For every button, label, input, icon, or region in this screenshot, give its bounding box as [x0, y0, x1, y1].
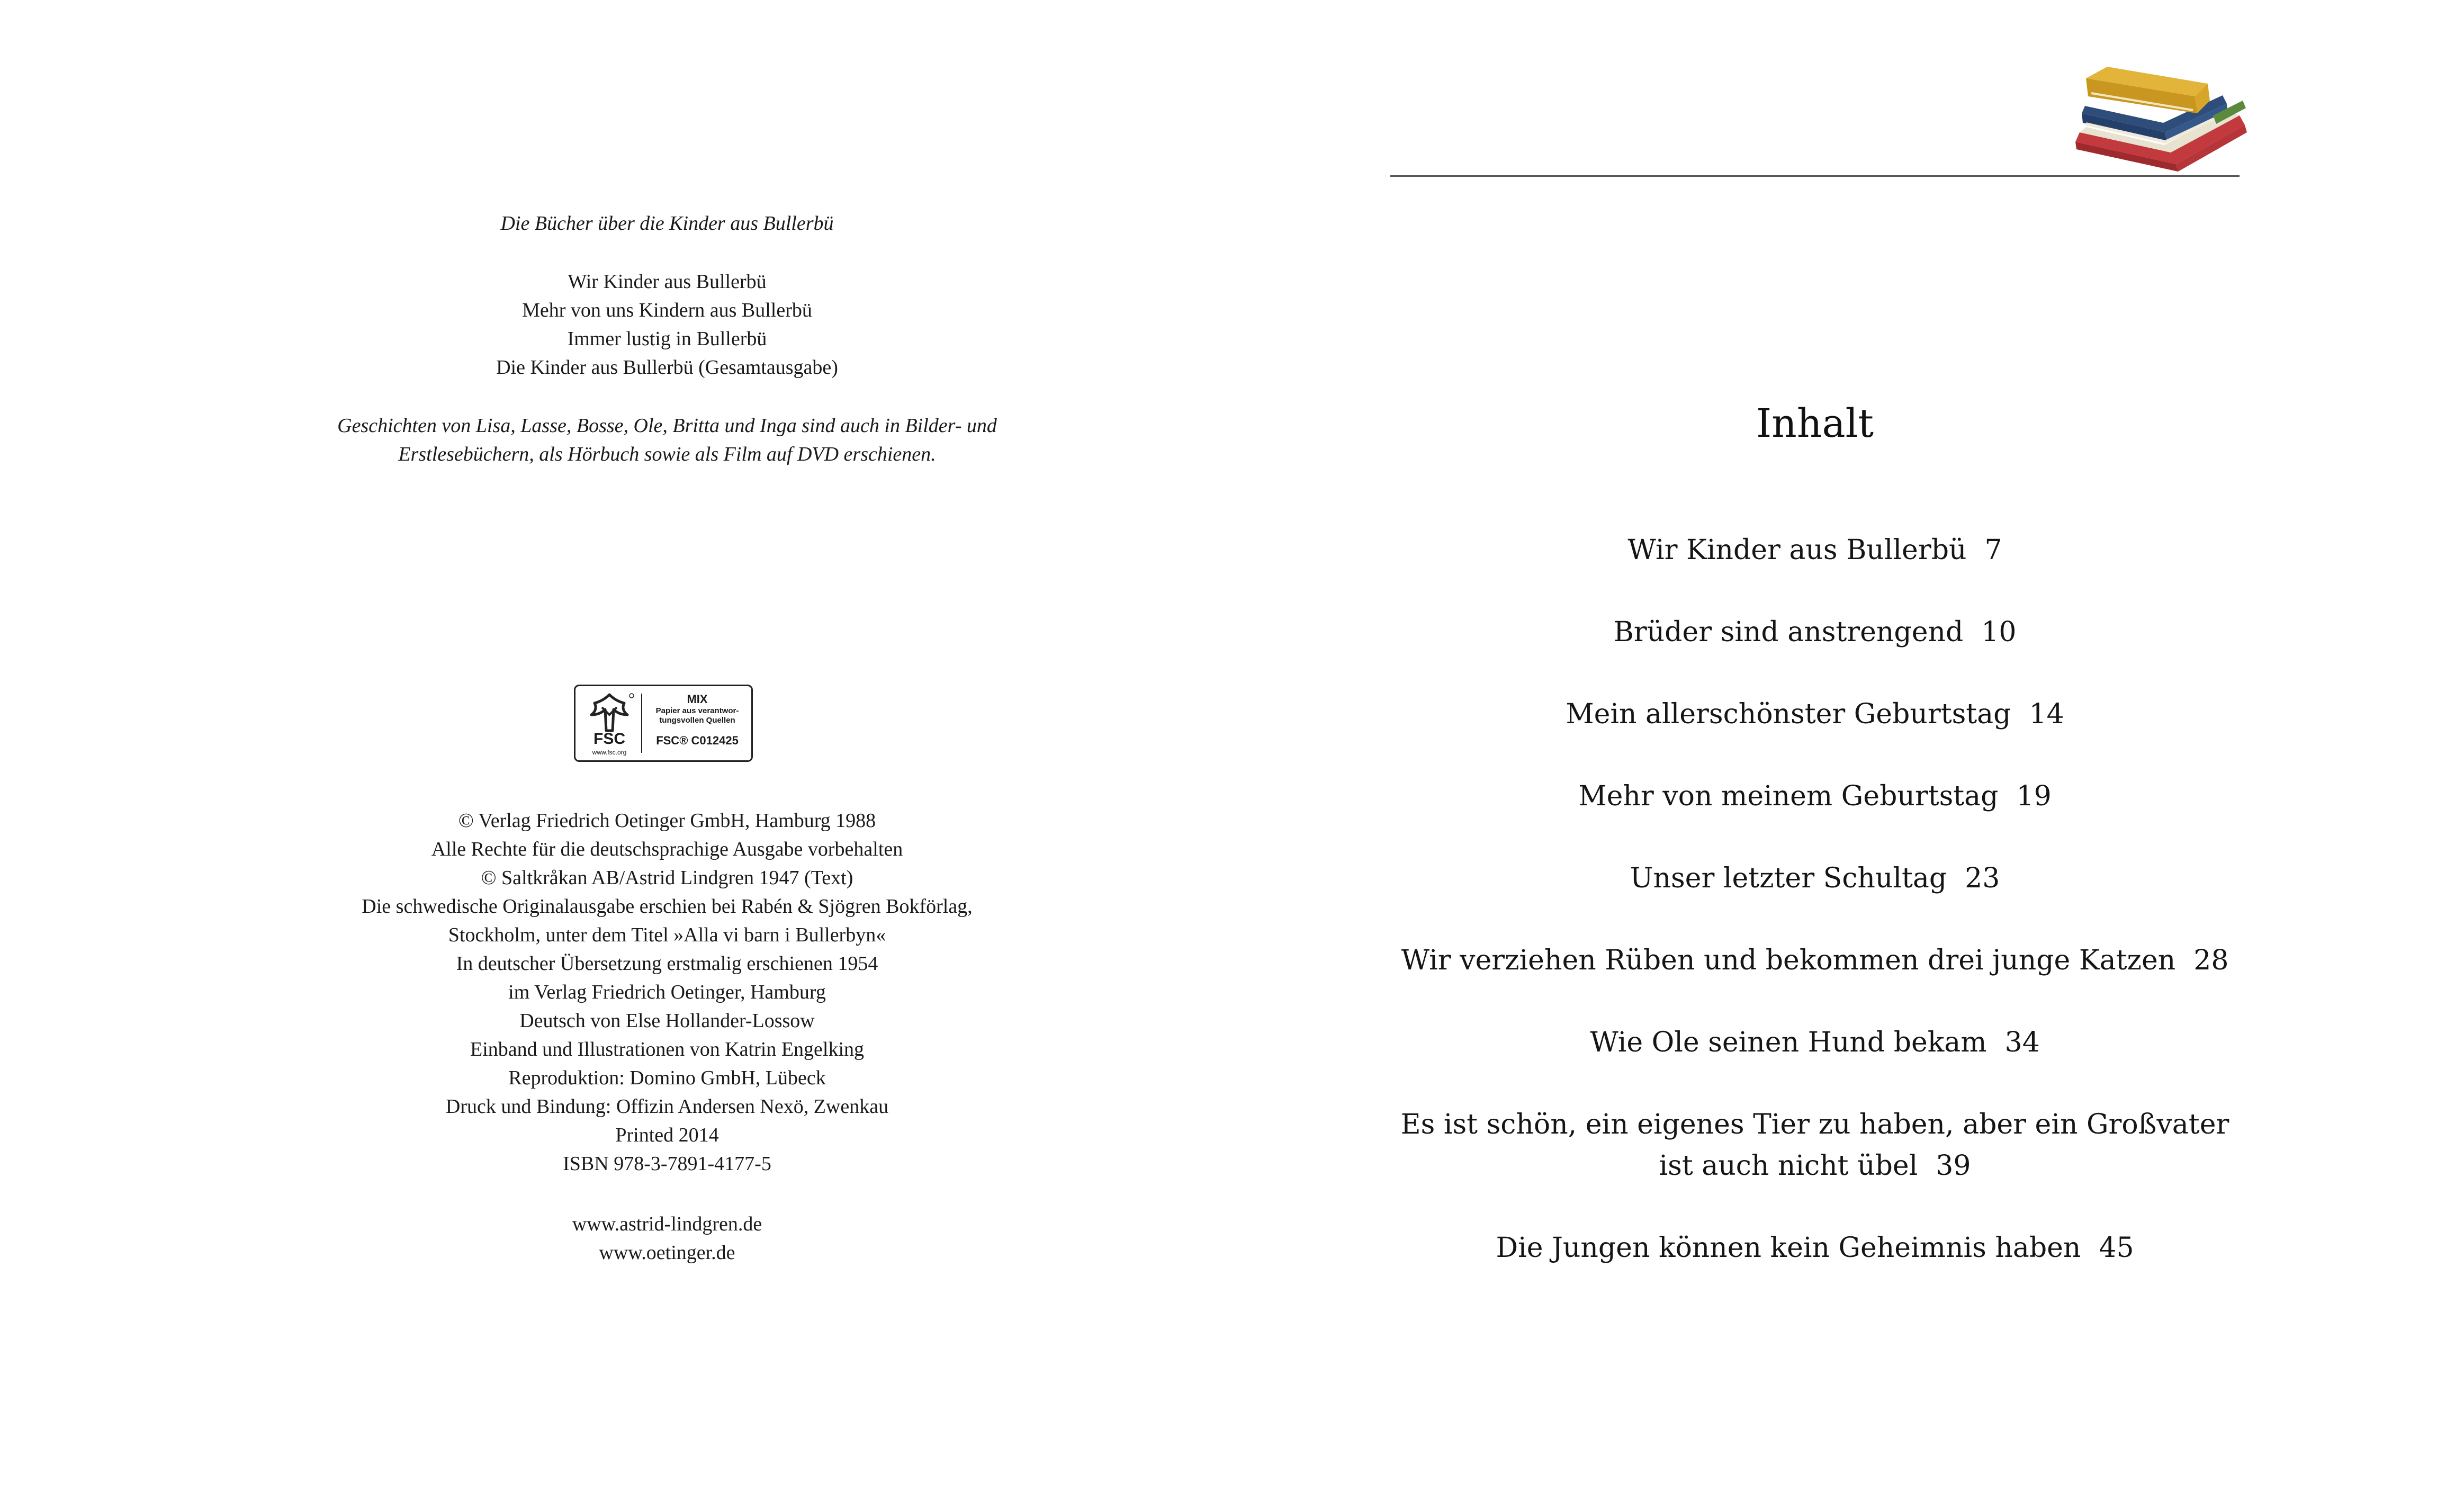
book-title: Wir Kinder aus Bullerbü	[568, 271, 767, 293]
fsc-mix: MIX	[687, 693, 708, 706]
books-list	[201, 267, 1133, 382]
credit-line: im Verlag Friedrich Oetinger, Hamburg	[508, 981, 826, 1003]
right-page	[1292, 0, 2464, 1501]
media-note	[201, 411, 1133, 469]
header-rule	[1390, 175, 2240, 177]
toc-entry-title: Wir verziehen Rüben und bekommen drei junge Katzen	[1401, 945, 2176, 976]
credit-line: Reproduktion: Domino GmbH, Lübeck	[508, 1067, 826, 1089]
toc-entry-title: Es ist schön, ein eigenes Tier zu haben, aber ein Großvater	[1400, 1109, 2229, 1140]
credit-line: Printed 2014	[615, 1124, 719, 1146]
toc-page-number: 45	[2099, 1232, 2134, 1264]
toc-entry[interactable]	[1390, 529, 2240, 571]
toc-entry[interactable]	[1390, 858, 2240, 899]
fsc-website: www.fsc.org	[592, 749, 627, 756]
book-title: Immer lustig in Bullerbü	[567, 328, 767, 350]
credit-line: Die schwedische Originalausgabe erschien bei Rabén & Sjögren Bokförlag,	[362, 895, 973, 918]
toc-entry-title-cont: ist auch nicht übel	[1659, 1150, 1918, 1182]
toc-page-number: 10	[1981, 616, 2017, 648]
toc-page-number: 19	[2016, 780, 2052, 812]
credit-line: Druck und Bindung: Offizin Andersen Nexö, Zwenkau	[445, 1095, 889, 1118]
book-title: Die Kinder aus Bullerbü (Gesamtausgabe)	[496, 356, 838, 379]
toc-entry-title: Wie Ole seinen Hund bekam	[1590, 1027, 1987, 1058]
toc-page-number: 23	[1965, 862, 2000, 894]
toc-page-number: 39	[1936, 1150, 1971, 1182]
fsc-logo-text: FSC	[593, 730, 625, 748]
toc-entry-title: Unser letzter Schultag	[1630, 862, 1947, 894]
toc-entry[interactable]	[1390, 1227, 2240, 1269]
toc-entry-title: Die Jungen können kein Geheimnis haben	[1496, 1232, 2081, 1264]
credit-line: Alle Rechte für die deutschsprachige Ausgabe vorbehalten	[431, 838, 903, 860]
toc-page-number: 28	[2193, 945, 2229, 976]
fsc-line1: Papier aus verantwor-	[655, 706, 739, 715]
fsc-divider	[641, 694, 642, 753]
imprint-credits	[201, 806, 1133, 1178]
website-link[interactable]: www.oetinger.de	[599, 1242, 735, 1264]
note-line: Geschichten von Lisa, Lasse, Bosse, Ole, Britta und Inga sind auch in Bilder- und	[337, 415, 997, 437]
fsc-text-block	[645, 693, 749, 748]
toc-entry[interactable]	[1390, 940, 2240, 981]
toc-entry[interactable]	[1390, 1022, 2240, 1063]
fsc-license: FSC® C012425	[656, 734, 739, 747]
toc-page-number: 14	[2029, 698, 2064, 730]
isbn: ISBN 978-3-7891-4177-5	[563, 1153, 771, 1175]
credit-line: © Verlag Friedrich Oetinger GmbH, Hamburg 1988	[458, 810, 876, 832]
toc-entry-title: Mehr von meinem Geburtstag	[1578, 780, 1999, 812]
toc-entry[interactable]	[1390, 612, 2240, 653]
credit-line: Einband und Illustrationen von Katrin Engelking	[470, 1038, 865, 1060]
websites	[201, 1210, 1133, 1267]
toc-entry[interactable]	[1390, 776, 2240, 817]
toc-page-number: 34	[2004, 1027, 2040, 1058]
page-title: Inhalt	[1756, 401, 1874, 446]
credit-line: In deutscher Übersetzung erstmalig erschienen 1954	[456, 952, 878, 975]
fsc-label	[574, 685, 753, 762]
toc-entry-title: Brüder sind anstrengend	[1613, 616, 1964, 648]
book-title: Mehr von uns Kindern aus Bullerbü	[522, 299, 812, 321]
fsc-line2: tungsvollen Quellen	[659, 716, 735, 725]
toc-entry-title: Wir Kinder aus Bullerbü	[1627, 534, 1967, 566]
credit-line: Deutsch von Else Hollander-Lossow	[519, 1010, 815, 1032]
toc-entry[interactable]	[1390, 694, 2240, 735]
credit-line: © Saltkråkan AB/Astrid Lindgren 1947 (Text)	[481, 867, 853, 889]
toc-page-number: 7	[1984, 534, 2002, 566]
note-line: Erstlesebüchern, als Hörbuch sowie als Film auf DVD erschienen.	[398, 443, 936, 465]
credit-line: Stockholm, unter dem Titel »Alla vi barn i Bullerbyn«	[448, 924, 886, 946]
series-title: Die Bücher über die Kinder aus Bullerbü	[500, 212, 834, 235]
website-link[interactable]: www.astrid-lindgren.de	[572, 1213, 762, 1235]
toc-entry[interactable]	[1390, 1104, 2240, 1187]
toc-entry-title: Mein allerschönster Geburtstag	[1566, 698, 2011, 730]
stack-of-books-icon	[2070, 62, 2250, 176]
